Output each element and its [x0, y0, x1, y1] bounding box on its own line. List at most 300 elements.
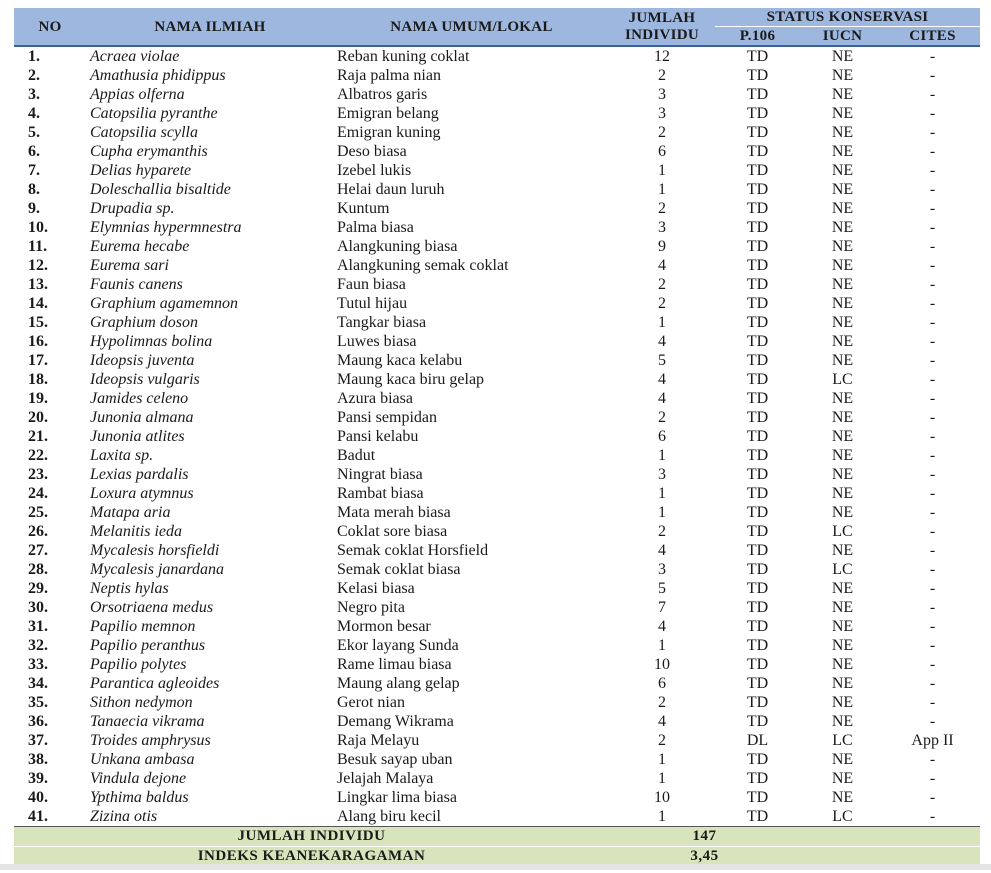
- status-cites: -: [929, 504, 936, 521]
- individual-count: 4: [658, 371, 666, 388]
- status-cites: -: [929, 162, 936, 179]
- scientific-name: Unkana ambasa: [90, 751, 195, 768]
- status-p106: TD: [746, 466, 769, 483]
- scientific-name: Papilio peranthus: [90, 637, 206, 654]
- status-cites: -: [929, 770, 936, 787]
- individual-count: 4: [658, 333, 666, 350]
- row-number: 33.: [28, 656, 48, 673]
- table-row: [14, 199, 980, 218]
- scientific-name: Amathusia phidippus: [90, 67, 226, 84]
- common-name: Deso biasa: [337, 143, 407, 160]
- scientific-name: Troides amphrysus: [86, 731, 334, 750]
- row-number: 41.: [28, 808, 48, 825]
- individual-count: 4: [658, 713, 666, 730]
- status-iucn: NE: [831, 390, 854, 407]
- table-row: [14, 484, 980, 503]
- table-body: [14, 46, 980, 827]
- status-cites: App II: [911, 732, 954, 749]
- status-p106: TD: [746, 694, 769, 711]
- individual-count: 7: [658, 599, 666, 616]
- row-number: 34.: [28, 675, 48, 692]
- scientific-name: Lexias pardalis: [86, 465, 334, 484]
- common-name: Reban kuning coklat: [337, 48, 470, 65]
- status-cites: -: [929, 580, 936, 597]
- scientific-name: Ideopsis juventa: [86, 351, 334, 370]
- status-iucn: LC: [832, 561, 853, 578]
- table-row: [14, 693, 980, 712]
- table-row: [14, 104, 980, 123]
- scientific-name: Papilio memnon: [90, 618, 196, 635]
- status-cites: -: [929, 599, 936, 616]
- table-row: [14, 636, 980, 655]
- status-iucn: NE: [831, 105, 854, 122]
- row-number: 22.: [28, 447, 48, 464]
- status-p106: TD: [746, 713, 769, 730]
- row-number: 29.: [28, 580, 48, 597]
- row-number: 14.: [28, 295, 48, 312]
- status-iucn: LC: [832, 808, 853, 825]
- status-cites: -: [929, 409, 936, 426]
- common-name: Palma biasa: [337, 219, 414, 236]
- common-name: Maung kaca biru gelap: [337, 371, 485, 388]
- status-iucn: NE: [831, 314, 854, 331]
- common-name: Ekor layang Sunda: [337, 637, 459, 654]
- individual-count: 2: [658, 276, 666, 293]
- individual-count: 6: [658, 675, 666, 692]
- status-iucn: NE: [831, 162, 854, 179]
- common-name: Tutul hijau: [337, 295, 408, 312]
- individual-count: 3: [658, 219, 666, 236]
- table-row: [14, 788, 980, 807]
- scientific-name: Delias hyparete: [86, 161, 334, 180]
- common-name: Maung alang gelap: [337, 675, 460, 692]
- common-name: Mormon besar: [337, 618, 431, 635]
- total-row: [14, 827, 980, 847]
- status-iucn: NE: [831, 637, 854, 654]
- scientific-name: Orsotriaena medus: [90, 599, 214, 616]
- common-name: Tangkar biasa: [337, 314, 427, 331]
- table-row: [14, 446, 980, 465]
- table-row: [14, 46, 980, 66]
- scientific-name: Parantica agleoides: [90, 675, 220, 692]
- common-name: Kuntum: [337, 200, 390, 217]
- status-p106: TD: [746, 352, 769, 369]
- status-iucn: NE: [831, 618, 854, 635]
- scientific-name: Jamides celeno: [90, 390, 189, 407]
- status-cites: -: [929, 428, 936, 445]
- status-cites: -: [929, 124, 936, 141]
- status-iucn: NE: [831, 333, 854, 350]
- table-row: [14, 807, 980, 827]
- status-p106: TD: [746, 751, 769, 768]
- table-footer: [14, 827, 980, 867]
- table-row: [14, 389, 980, 408]
- scientific-name: Papilio polytes: [90, 656, 187, 673]
- table-row: [14, 731, 980, 750]
- status-cites: -: [929, 105, 936, 122]
- table-row: [14, 237, 980, 256]
- status-p106: TD: [746, 219, 769, 236]
- header-cites: CITES: [885, 27, 980, 47]
- row-number: 28.: [28, 561, 48, 578]
- scientific-name: Faunis canens: [86, 275, 334, 294]
- scientific-name: Appias olferna: [90, 86, 185, 103]
- scientific-name: Junonia atlites: [90, 428, 185, 445]
- table-row: [14, 655, 980, 674]
- status-p106: TD: [746, 599, 769, 616]
- scientific-name: Catopsilia pyranthe: [90, 105, 218, 122]
- status-p106: TD: [746, 561, 769, 578]
- status-iucn: NE: [831, 789, 854, 806]
- status-iucn: NE: [831, 580, 854, 597]
- table-row: [14, 275, 980, 294]
- status-iucn: NE: [831, 428, 854, 445]
- common-name: Faun biasa: [337, 276, 406, 293]
- status-cites: -: [929, 48, 936, 65]
- individual-count: 2: [658, 409, 666, 426]
- status-iucn: NE: [831, 276, 854, 293]
- scientific-name: Graphium agamemnon: [90, 295, 238, 312]
- total-empty: [800, 827, 980, 847]
- common-name: Rame limau biasa: [337, 656, 452, 673]
- status-cites: -: [929, 295, 936, 312]
- header-no: NO: [14, 8, 86, 46]
- table-row: [14, 66, 980, 85]
- status-iucn: NE: [831, 694, 854, 711]
- individual-count: 1: [658, 447, 666, 464]
- status-iucn: NE: [831, 675, 854, 692]
- status-p106: TD: [746, 770, 769, 787]
- header-count-line2: INDIVIDU: [624, 26, 700, 43]
- status-cites: -: [929, 257, 936, 274]
- scientific-name: Junonia almana: [90, 409, 194, 426]
- table-row: [14, 161, 980, 180]
- status-cites: -: [929, 485, 936, 502]
- status-iucn: NE: [831, 219, 854, 236]
- common-name: Coklat sore biasa: [337, 523, 448, 540]
- row-number: 17.: [28, 352, 48, 369]
- status-cites: -: [929, 694, 936, 711]
- individual-count: 3: [658, 561, 666, 578]
- table-row: [14, 142, 980, 161]
- common-name: Alangkuning semak coklat: [337, 257, 509, 274]
- status-p106: TD: [746, 181, 769, 198]
- status-iucn: NE: [831, 124, 854, 141]
- diversity-index-value: 3,45: [609, 847, 800, 867]
- status-cites: -: [929, 219, 936, 236]
- status-p106: TD: [746, 789, 769, 806]
- row-number: 18.: [28, 371, 48, 388]
- table-row: [14, 541, 980, 560]
- common-name: Raja Melayu: [337, 732, 420, 749]
- scientific-name: Vindula dejone: [86, 769, 334, 788]
- status-p106: TD: [746, 428, 769, 445]
- status-cites: -: [929, 333, 936, 350]
- scientific-name: Acraea violae: [90, 48, 180, 65]
- scientific-name: Ideopsis vulgaris: [90, 371, 200, 388]
- common-name: Besuk sayap uban: [337, 751, 453, 768]
- status-cites: -: [929, 181, 936, 198]
- status-cites: -: [929, 637, 936, 654]
- common-name: Emigran belang: [337, 105, 439, 122]
- common-name: Izebel lukis: [337, 162, 412, 179]
- status-p106: TD: [746, 485, 769, 502]
- individual-count: 2: [658, 732, 666, 749]
- species-table-container: [14, 8, 980, 866]
- status-p106: TD: [746, 523, 769, 540]
- scientific-name: Mycalesis horsfieldi: [86, 541, 334, 560]
- header-common-name: NAMA UMUM/LOKAL: [334, 8, 609, 46]
- status-cites: -: [929, 618, 936, 635]
- row-number: 13.: [28, 276, 48, 293]
- scientific-name: Tanaecia vikrama: [90, 713, 205, 730]
- scientific-name: Laxita sp.: [90, 447, 154, 464]
- individual-count: 1: [658, 637, 666, 654]
- common-name: Badut: [337, 447, 376, 464]
- status-p106: TD: [746, 295, 769, 312]
- individual-count: 10: [654, 656, 670, 673]
- header-scientific-name: NAMA ILMIAH: [86, 8, 334, 46]
- status-iucn: NE: [831, 599, 854, 616]
- row-number: 5.: [28, 124, 40, 141]
- row-number: 9.: [28, 200, 40, 217]
- table-row: [14, 313, 980, 332]
- scientific-name: Neptis hylas: [86, 579, 334, 598]
- individual-count: 2: [658, 694, 666, 711]
- scientific-name: Graphium doson: [86, 313, 334, 332]
- individual-count: 9: [658, 238, 666, 255]
- status-p106: TD: [746, 238, 769, 255]
- status-cites: -: [929, 67, 936, 84]
- row-number: 15.: [28, 314, 48, 331]
- status-cites: -: [929, 523, 936, 540]
- table-row: [14, 427, 980, 446]
- status-p106: TD: [746, 675, 769, 692]
- table-row: [14, 750, 980, 769]
- status-cites: -: [929, 808, 936, 825]
- individual-count: 1: [658, 181, 666, 198]
- header-conservation-status: STATUS KONSERVASI: [715, 8, 980, 27]
- row-number: 3.: [28, 86, 40, 103]
- scientific-name: Drupadia sp.: [90, 200, 175, 217]
- individual-count: 3: [658, 466, 666, 483]
- status-p106: TD: [746, 162, 769, 179]
- table-row: [14, 123, 980, 142]
- status-iucn: NE: [831, 751, 854, 768]
- row-number: 37.: [28, 732, 48, 749]
- status-p106: TD: [746, 409, 769, 426]
- status-p106: TD: [746, 276, 769, 293]
- row-number: 32.: [28, 637, 48, 654]
- individual-count: 5: [658, 580, 666, 597]
- status-cites: -: [929, 276, 936, 293]
- status-iucn: NE: [831, 200, 854, 217]
- individual-count: 1: [658, 314, 666, 331]
- row-number: 36.: [28, 713, 48, 730]
- individual-count: 4: [658, 542, 666, 559]
- status-cites: -: [929, 713, 936, 730]
- status-iucn: NE: [831, 352, 854, 369]
- status-p106: TD: [746, 371, 769, 388]
- scientific-name: Eurema sari: [90, 257, 169, 274]
- status-p106: TD: [746, 48, 769, 65]
- status-iucn: LC: [832, 732, 853, 749]
- diversity-index-label: INDEKS KEANEKARAGAMAN: [14, 847, 609, 867]
- status-cites: -: [929, 789, 936, 806]
- common-name: Pansi sempidan: [337, 409, 437, 426]
- individual-count: 4: [658, 257, 666, 274]
- table-row: [14, 617, 980, 636]
- table-row: [14, 769, 980, 788]
- header-p106: P.106: [715, 27, 800, 47]
- row-number: 23.: [28, 466, 48, 483]
- row-number: 6.: [28, 143, 40, 160]
- status-cites: -: [929, 238, 936, 255]
- status-iucn: NE: [831, 447, 854, 464]
- status-p106: TD: [746, 637, 769, 654]
- table-row: [14, 85, 980, 104]
- status-p106: TD: [746, 67, 769, 84]
- individual-count: 6: [658, 428, 666, 445]
- status-iucn: NE: [831, 67, 854, 84]
- individual-count: 6: [658, 143, 666, 160]
- table-row: [14, 598, 980, 617]
- scientific-name: Eurema hecabe: [90, 238, 190, 255]
- status-cites: -: [929, 656, 936, 673]
- row-number: 16.: [28, 333, 48, 350]
- common-name: Negro pita: [337, 599, 405, 616]
- status-cites: -: [929, 86, 936, 103]
- row-number: 21.: [28, 428, 48, 445]
- common-name: Alang biru kecil: [337, 808, 441, 825]
- common-name: Rambat biasa: [337, 485, 424, 502]
- status-cites: -: [929, 143, 936, 160]
- status-p106: TD: [746, 447, 769, 464]
- common-name: Lingkar lima biasa: [337, 789, 457, 806]
- status-iucn: NE: [831, 542, 854, 559]
- row-number: 25.: [28, 504, 48, 521]
- total-value: 147: [609, 827, 800, 847]
- table-row: [14, 522, 980, 541]
- common-name: Luwes biasa: [337, 333, 417, 350]
- individual-count: 3: [658, 86, 666, 103]
- individual-count: 1: [658, 770, 666, 787]
- table-row: [14, 674, 980, 693]
- row-number: 27.: [28, 542, 48, 559]
- status-iucn: LC: [832, 523, 853, 540]
- individual-count: 3: [658, 105, 666, 122]
- row-number: 11.: [28, 238, 48, 255]
- individual-count: 2: [658, 67, 666, 84]
- individual-count: 5: [658, 352, 666, 369]
- individual-count: 1: [658, 808, 666, 825]
- row-number: 10.: [28, 219, 48, 236]
- status-iucn: NE: [831, 770, 854, 787]
- row-number: 30.: [28, 599, 48, 616]
- row-number: 26.: [28, 523, 48, 540]
- status-cites: -: [929, 751, 936, 768]
- status-cites: -: [929, 200, 936, 217]
- status-p106: TD: [746, 200, 769, 217]
- row-number: 24.: [28, 485, 48, 502]
- row-number: 19.: [28, 390, 48, 407]
- status-p106: TD: [746, 86, 769, 103]
- table-header: [14, 8, 980, 46]
- row-number: 8.: [28, 181, 40, 198]
- scientific-name: Cupha erymanthis: [90, 143, 208, 160]
- scientific-name: Hypolimnas bolina: [90, 333, 213, 350]
- row-number: 35.: [28, 694, 48, 711]
- status-p106: TD: [746, 314, 769, 331]
- status-p106: TD: [746, 580, 769, 597]
- status-cites: -: [929, 390, 936, 407]
- table-row: [14, 712, 980, 731]
- status-iucn: NE: [831, 181, 854, 198]
- scientific-name: Matapa aria: [86, 503, 334, 522]
- row-number: 12.: [28, 257, 48, 274]
- status-p106: TD: [746, 124, 769, 141]
- status-cites: -: [929, 542, 936, 559]
- page-bottom-divider: [0, 864, 991, 870]
- status-iucn: NE: [831, 485, 854, 502]
- common-name: Jelajah Malaya: [337, 770, 434, 787]
- individual-count: 2: [658, 200, 666, 217]
- table-row: [14, 579, 980, 598]
- common-name: Gerot nian: [337, 694, 405, 711]
- common-name: Ningrat biasa: [337, 466, 423, 483]
- status-p106: TD: [746, 808, 769, 825]
- table-row: [14, 332, 980, 351]
- status-p106: TD: [746, 390, 769, 407]
- individual-count: 1: [658, 751, 666, 768]
- status-p106: TD: [746, 656, 769, 673]
- status-cites: -: [929, 314, 936, 331]
- individual-count: 4: [658, 390, 666, 407]
- row-number: 7.: [28, 162, 40, 179]
- table-row: [14, 180, 980, 199]
- table-row: [14, 218, 980, 237]
- status-iucn: NE: [831, 86, 854, 103]
- scientific-name: Doleschallia bisaltide: [90, 181, 231, 198]
- status-cites: -: [929, 561, 936, 578]
- common-name: Demang Wikrama: [337, 713, 454, 730]
- scientific-name: Melanitis ieda: [90, 523, 182, 540]
- individual-count: 1: [658, 485, 666, 502]
- individual-count: 10: [654, 789, 670, 806]
- status-cites: -: [929, 371, 936, 388]
- header-count-line1: JUMLAH: [628, 9, 696, 26]
- row-number: 1.: [28, 48, 40, 65]
- common-name: Raja palma nian: [337, 67, 441, 84]
- individual-count: 1: [658, 162, 666, 179]
- table-row: [14, 503, 980, 522]
- row-number: 38.: [28, 751, 48, 768]
- table-row: [14, 370, 980, 389]
- table-row: [14, 465, 980, 484]
- individual-count: 12: [654, 48, 670, 65]
- common-name: Semak coklat Horsfield: [337, 542, 489, 559]
- scientific-name: Mycalesis janardana: [90, 561, 225, 578]
- row-number: 40.: [28, 789, 48, 806]
- common-name: Semak coklat biasa: [337, 561, 461, 578]
- status-p106: DL: [746, 732, 769, 749]
- common-name: Maung kaca kelabu: [337, 352, 463, 369]
- scientific-name: Zizina otis: [86, 807, 334, 827]
- scientific-name: Ypthima baldus: [90, 789, 189, 806]
- common-name: Mata merah biasa: [337, 504, 451, 521]
- common-name: Emigran kuning: [337, 124, 441, 141]
- status-iucn: NE: [831, 466, 854, 483]
